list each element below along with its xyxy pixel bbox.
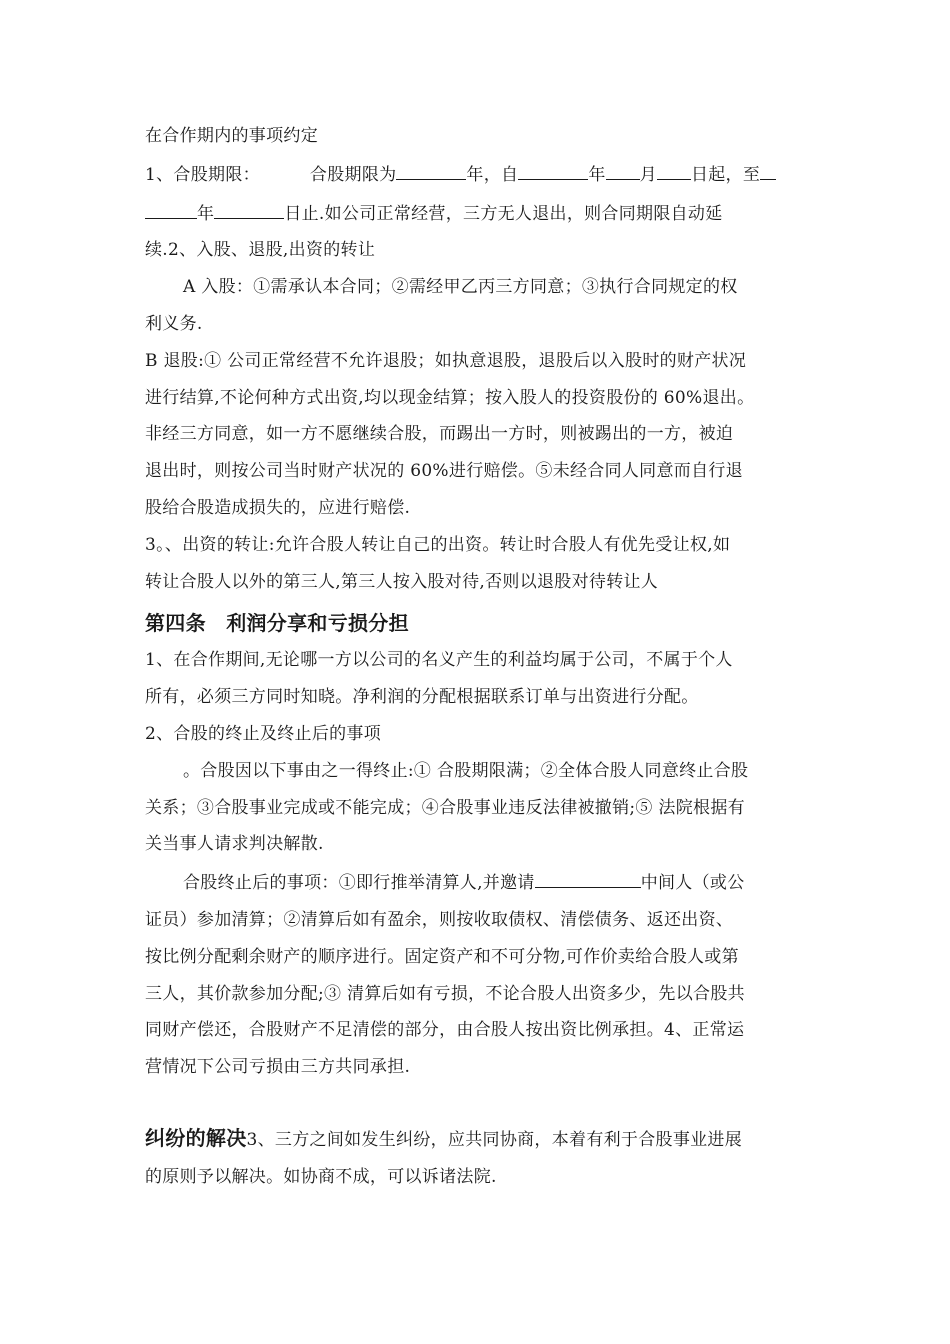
blank-end-year-start [760, 155, 776, 180]
withdraw-line-4: 退出时，则按公司当时财产状况的 60%进行赔偿。⑤未经合同人同意而自行退 [145, 461, 743, 482]
term-line-1 [145, 155, 807, 194]
dispute-heading: 纠纷的解决 [145, 1125, 247, 1150]
blank-end-day [214, 194, 284, 219]
transfer-line-1: 3。、出资的转让:允许合股人转让自己的出资。转让时合股人有优先受让权,如 [145, 534, 731, 555]
article-4-p3-line-3: 关当事人请求判决解散. [145, 834, 324, 855]
term-text: 日起，至 [690, 164, 761, 185]
join-line-2: 利义务. [145, 313, 203, 334]
transfer-line-2: 转让合股人以外的第三人,第三人按入股对待,否则以退股对待转让人 [145, 571, 659, 592]
section-intro: 在合作期内的事项约定 [145, 126, 318, 146]
blank-years [396, 155, 466, 180]
withdraw-line-1: B 退股:① 公司正常经营不允许退股；如执意退股，退股后以入股时的财产状况 [145, 350, 747, 371]
term-text: 年，自 [466, 164, 519, 185]
article-4-p1-line-2: 所有，必须三方同时知晓。净利润的分配根据联系订单与出资进行分配。 [145, 687, 699, 708]
article-4-p4-line-5: 同财产偿还，合股财产不足清偿的部分，由合股人按出资比例承担。4、正常运 [145, 1020, 745, 1041]
article-4-p2: 2、合股的终止及终止后的事项 [145, 723, 382, 744]
withdraw-line-3: 非经三方同意，如一方不愿继续合股，而踢出一方时，则被踢出的一方，被迫 [145, 424, 734, 445]
blank-start-month [606, 155, 640, 180]
article-4-p4-line-3: 按比例分配剩余财产的顺序进行。固定资产和不可分物,可作价卖给合股人或第 [145, 946, 739, 967]
blank-start-day [657, 155, 691, 180]
article-4-p4-line-1 [145, 863, 807, 902]
term-text: 日止.如公司正常经营，三方无人退出，则合同期限自动延 [284, 203, 723, 224]
article-4-p4-line-2: 证员）参加清算；②清算后如有盈余，则按收取债权、清偿债务、返还出资、 [145, 909, 734, 930]
term-text: 月 [639, 164, 657, 185]
article-4-p4-line-4: 三人，其价款参加分配;③ 清算后如有亏损，不论合股人出资多少，先以合股共 [145, 983, 745, 1004]
dispute-text: 3、三方之间如发生纠纷，应共同协商，本着有利于合股事业进展 [246, 1129, 743, 1150]
article-4-p1-line-1: 1、在合作期间,无论哪一方以公司的名义产生的利益均属于公司，不属于个人 [145, 650, 733, 671]
liquidation-text: 中间人（或公 [640, 873, 745, 894]
dispute-line-1 [145, 1120, 807, 1159]
term-text: 年 [588, 164, 606, 185]
term-line-3: 续.2、入股、退股,出资的转让 [145, 240, 376, 261]
article-4-p4-line-6: 营情况下公司亏损由三方共同承担. [145, 1057, 411, 1078]
term-text: 年 [197, 203, 215, 224]
paragraph-gap [145, 1086, 807, 1120]
term-text: 合股期限为 [309, 164, 397, 185]
article-4-p3-line-2: 关系；③合股事业完成或不能完成；④合股事业违反法律被撤销;⑤ 法院根据有 [145, 797, 745, 818]
blank-start-year [518, 155, 588, 180]
join-line-1: A 入股：①需承认本合同；②需经甲乙丙三方同意；③执行合同规定的权 [183, 277, 738, 298]
withdraw-line-5: 股给合股造成损失的，应进行赔偿. [145, 497, 411, 518]
withdraw-line-2: 进行结算,不论何种方式出资,均以现金结算；按入股人的投资股份的 60%退出。 [145, 387, 755, 408]
dispute-line-2: 的原则予以解决。如协商不成，可以诉诸法院. [145, 1166, 497, 1187]
article-4-p3-line-1: 。合股因以下事由之一得终止:① 合股期限满；②全体合股人同意终止合股 [183, 760, 749, 781]
document-body [145, 118, 807, 1196]
article-4-heading: 第四条 利润分享和亏损分担 [145, 611, 409, 636]
blank-end-year [145, 194, 197, 219]
blank-intermediary [535, 863, 641, 888]
liquidation-text: 合股终止后的事项：①即行推举清算人,并邀请 [183, 873, 535, 894]
term-label: 1、合股期限： [145, 164, 260, 185]
term-line-2 [145, 194, 807, 233]
